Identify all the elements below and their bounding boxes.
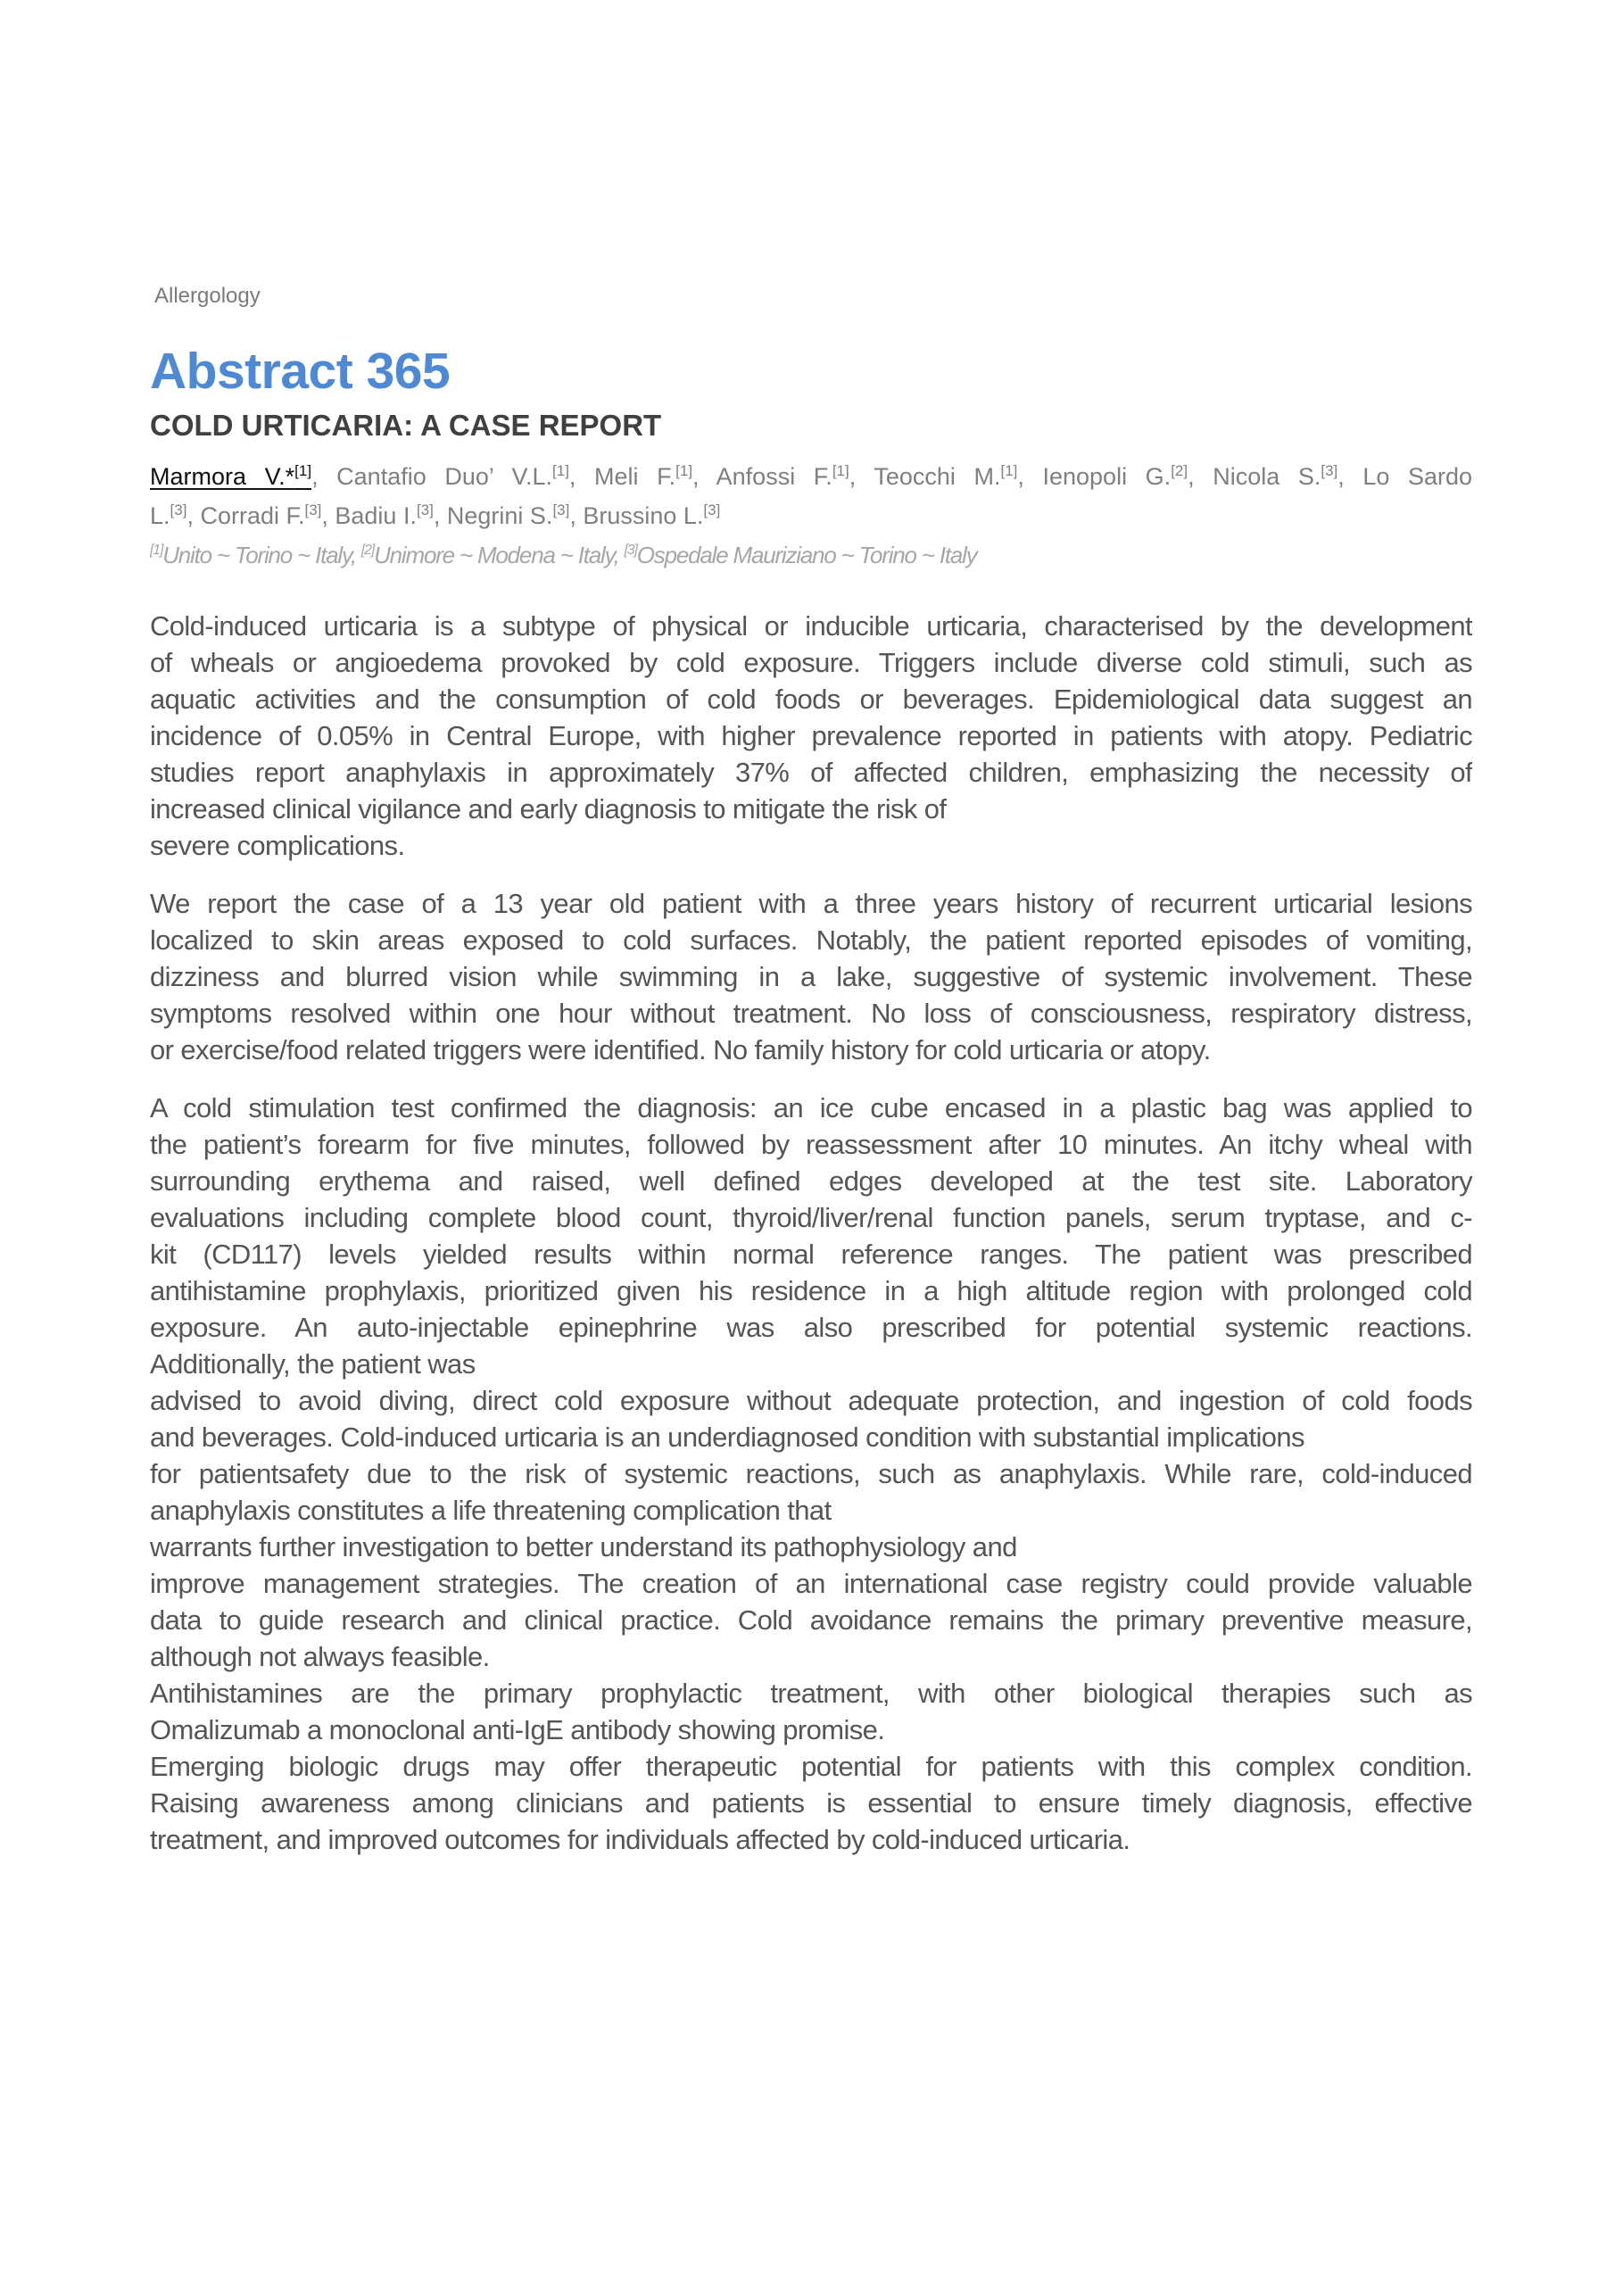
affiliations — [150, 542, 977, 569]
text-line: A cold stimulation test confirmed the diagnosis: an ice cube encased in a plastic bag was applied to — [150, 1092, 1472, 1123]
text-line: studies report anaphylaxis in approximately 37% of affected children, emphasizing the necessity of — [150, 757, 1472, 788]
text-line: Omalizumab a monoclonal anti-IgE antibody showing promise. — [150, 1714, 885, 1745]
author: , Meli F.[1] — [568, 462, 693, 490]
author: , Cantafio Duo’ V.L.[1] — [311, 462, 569, 490]
text-line: Cold-induced urticaria is a subtype of physical or inducible urticaria, characterised by the development — [150, 610, 1472, 642]
text-line: or exercise/food related triggers were identified. No family history for cold urticaria or atopy. — [150, 1034, 1211, 1065]
text-line: although not always feasible. — [150, 1641, 490, 1672]
author: , Negrini S.[3] — [433, 501, 570, 529]
author: , Teocchi M.[1] — [849, 462, 1018, 490]
text-line: Antihistamines are the primary prophylactic treatment, with other biological therapies such as — [150, 1678, 1472, 1709]
text-line: advised to avoid diving, direct cold exposure without adequate protection, and ingestion of cold foods — [150, 1385, 1472, 1416]
affiliation: [3]Ospedale Mauriziano ~ Torino ~ Italy — [624, 542, 977, 568]
author: , Lo Sardo — [1337, 463, 1473, 490]
text-line: exposure. An auto-injectable epinephrine was also prescribed for potential systemic reactions. — [150, 1312, 1472, 1343]
text-line: evaluations including complete blood count, thyroid/liver/renal function panels, serum tryptase, and c- — [150, 1202, 1472, 1233]
text-line: antihistamine prophylaxis, prioritized given his residence in a high altitude region with prolonged cold — [150, 1275, 1472, 1306]
case-report-title: COLD URTICARIA: A CASE REPORT — [150, 409, 662, 442]
text-line: kit (CD117) levels yielded results within normal reference ranges. The patient was prescribed — [150, 1239, 1472, 1270]
abstract-title: Abstract 365 — [150, 343, 451, 400]
author: , Ienopoli G.[2] — [1017, 462, 1188, 490]
text-line: Raising awareness among clinicians and patients is essential to ensure timely diagnosis, effective — [150, 1787, 1472, 1819]
affiliation: [1]Unito ~ Torino ~ Italy, — [150, 542, 361, 568]
author: , Nicola S.[3] — [1188, 462, 1338, 490]
text-line: improve management strategies. The creation of an international case registry could provide valuable — [150, 1568, 1472, 1599]
author-line-2 — [150, 498, 1472, 537]
paragraph-case — [150, 885, 1472, 1068]
text-line: surrounding erythema and raised, well defined edges developed at the test site. Laboratory — [150, 1165, 1472, 1197]
text-line: for patientsafety due to the risk of systemic reactions, such as anaphylaxis. While rare, cold-induced — [150, 1458, 1472, 1489]
text-line: symptoms resolved within one hour without treatment. No loss of consciousness, respiratory distress, — [150, 998, 1472, 1029]
text-line: anaphylaxis constitutes a life threatening complication that — [150, 1495, 832, 1526]
author: , Badiu I.[3] — [321, 501, 434, 529]
text-line: localized to skin areas exposed to cold surfaces. Notably, the patient reported episodes of vomiting, — [150, 924, 1472, 956]
presenting-author: Marmora V.*[1] — [150, 462, 312, 490]
author-line-1 — [150, 459, 1472, 498]
abstract-body — [150, 608, 1472, 1858]
text-line: increased clinical vigilance and early diagnosis to mitigate the risk of — [150, 793, 947, 825]
text-line: Emerging biologic drugs may offer therapeutic potential for patients with this complex condition. — [150, 1751, 1472, 1782]
text-line: of wheals or angioedema provoked by cold exposure. Triggers include diverse cold stimuli, such as — [150, 647, 1472, 678]
text-line: incidence of 0.05% in Central Europe, with higher prevalence reported in patients with atopy. Pediatric — [150, 720, 1472, 751]
text-line: severe complications. — [150, 830, 405, 861]
author: , Anfossi F.[1] — [692, 462, 849, 490]
affiliation: [2]Unimore ~ Modena ~ Italy, — [360, 542, 625, 568]
text-line: data to guide research and clinical practice. Cold avoidance remains the primary preventive measure, — [150, 1604, 1472, 1636]
text-line: We report the case of a 13 year old patient with a three years history of recurrent urticarial lesions — [150, 888, 1472, 919]
text-line: warrants further investigation to better understand its pathophysiology and — [150, 1531, 1017, 1562]
author: , Brussino L.[3] — [569, 501, 721, 529]
text-line: and beverages. Cold-induced urticaria is an underdiagnosed condition with substantial implications — [150, 1422, 1304, 1453]
text-line: treatment, and improved outcomes for individuals affected by cold-induced urticaria. — [150, 1824, 1130, 1855]
text-line: Additionally, the patient was — [150, 1348, 476, 1380]
author: L.[3] — [150, 501, 187, 529]
text-line: the patient’s forearm for five minutes, followed by reassessment after 10 minutes. An itchy wheal with — [150, 1129, 1472, 1160]
text-line: dizziness and blurred vision while swimming in a lake, suggestive of systemic involvement. These — [150, 961, 1472, 992]
section-label: Allergology — [154, 284, 261, 308]
author-list — [150, 459, 1472, 537]
paragraph-diagnosis-and-discussion — [150, 1090, 1472, 1858]
paragraph-introduction — [150, 608, 1472, 864]
text-line: aquatic activities and the consumption of cold foods or beverages. Epidemiological data suggest an — [150, 684, 1472, 715]
author: , Corradi F.[3] — [186, 501, 322, 529]
